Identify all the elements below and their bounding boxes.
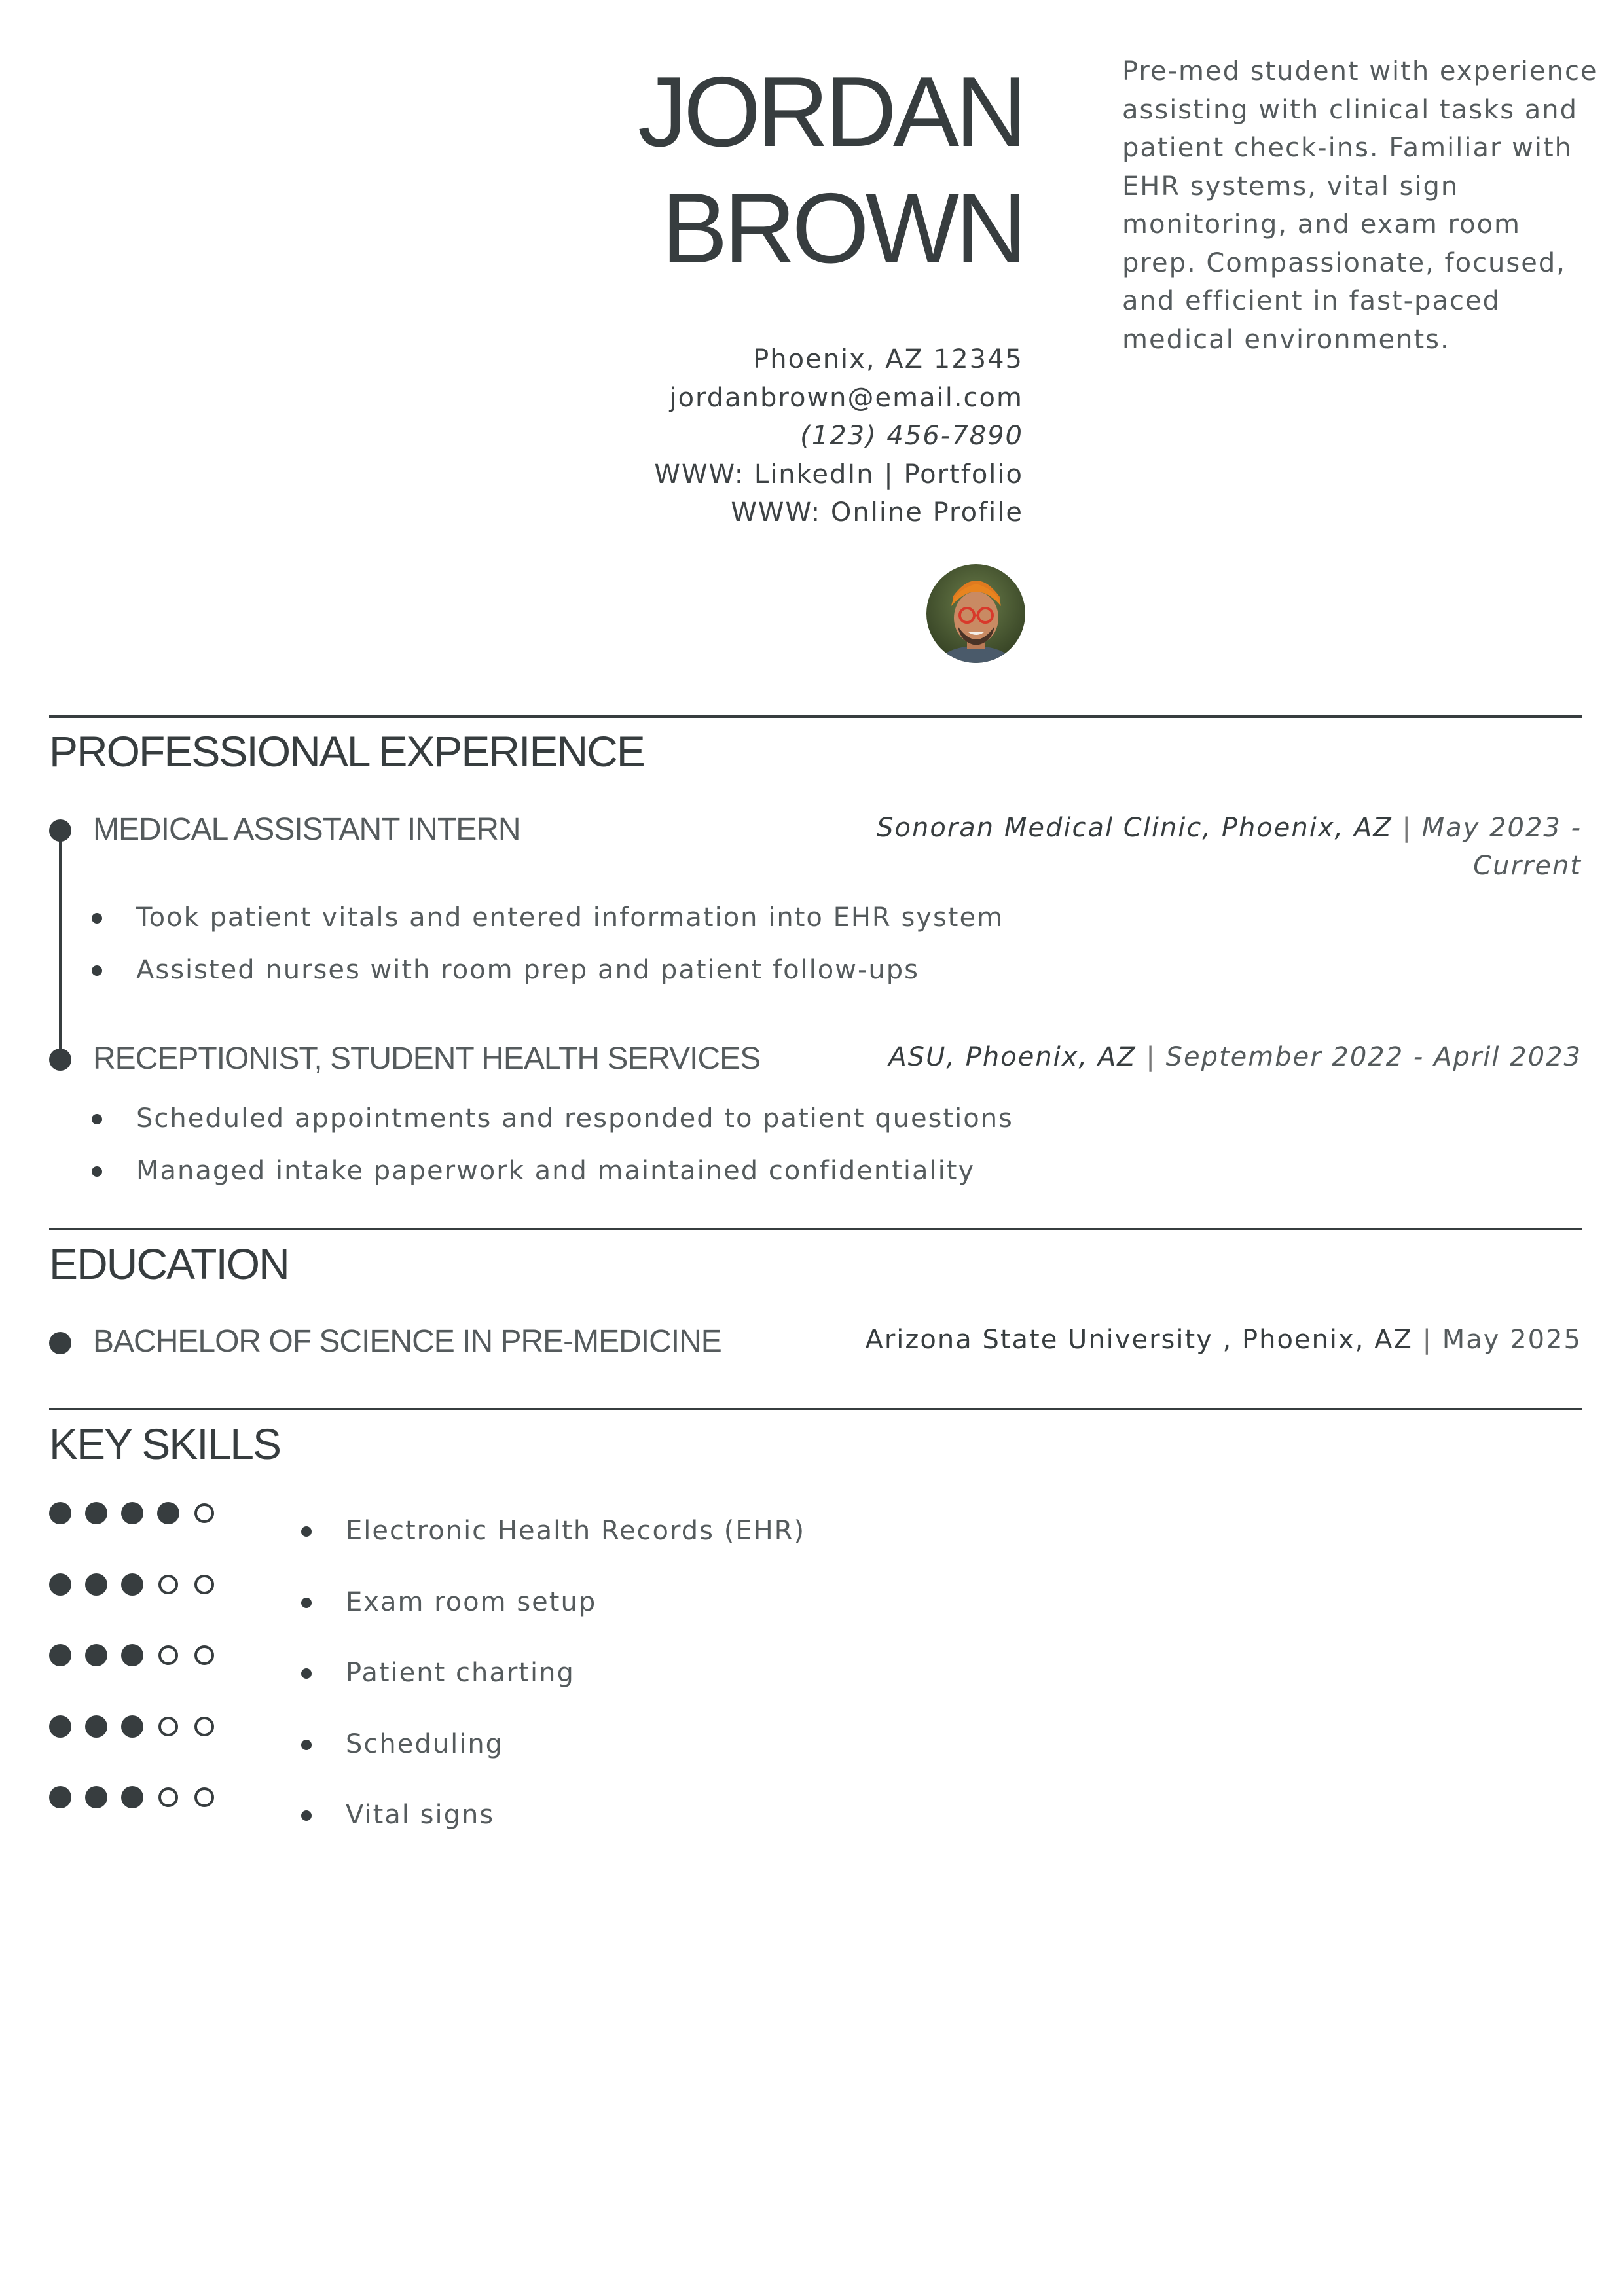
rating-dot-filled	[121, 1573, 143, 1596]
rating-dot-empty	[158, 1645, 178, 1665]
skill-item: Electronic Health Records (EHR)	[301, 1512, 805, 1583]
skill-item: Exam room setup	[301, 1583, 805, 1655]
summary	[1122, 52, 1598, 359]
section-divider	[49, 715, 1582, 718]
job-bullets	[92, 1100, 1013, 1204]
skill-rating-row	[49, 1502, 229, 1573]
job-dates-continued: Current	[1473, 851, 1582, 881]
skill-ratings	[49, 1502, 229, 1857]
skill-rating-row	[49, 1644, 229, 1715]
email-link[interactable]: jordanbrown@email.com	[669, 382, 1023, 413]
employer: ASU	[888, 1042, 947, 1072]
section-divider	[49, 1228, 1582, 1230]
online-profile-link[interactable]: WWW: Online Profile	[731, 497, 1023, 528]
school: Arizona State University	[865, 1325, 1213, 1355]
linkedin-portfolio-links[interactable]: WWW: LinkedIn | Portfolio	[654, 459, 1023, 490]
rating-dot-filled	[49, 1644, 71, 1666]
summary-line: and efficient in fast-paced	[1122, 286, 1501, 316]
summary-line: Pre-med student with experience	[1122, 56, 1598, 86]
rating-dot-filled	[157, 1502, 179, 1524]
employer-location: , Phoenix, AZ	[946, 1042, 1137, 1072]
rating-dot-empty	[194, 1503, 214, 1523]
skill-rating-row	[49, 1786, 229, 1857]
meta-separator: |	[1422, 1325, 1433, 1355]
contact-block	[654, 340, 1023, 532]
summary-line: assisting with clinical tasks and	[1122, 94, 1578, 125]
rating-dot-filled	[85, 1786, 107, 1808]
rating-dot-filled	[121, 1644, 143, 1666]
list-item: Took patient vitals and entered information into EHR system	[92, 899, 1004, 951]
rating-dot-filled	[49, 1786, 71, 1808]
timeline-line	[59, 831, 62, 1060]
rating-dot-filled	[85, 1644, 107, 1666]
rating-dot-filled	[49, 1715, 71, 1738]
rating-dot-filled	[121, 1786, 143, 1808]
skill-item: Scheduling	[301, 1725, 805, 1797]
skill-rating-row	[49, 1715, 229, 1787]
candidate-name	[638, 54, 1023, 287]
avatar	[926, 564, 1025, 663]
rating-dot-filled	[85, 1715, 107, 1738]
section-title-skills: KEY SKILLS	[49, 1420, 281, 1468]
skill-item: Patient charting	[301, 1654, 805, 1725]
skill-list	[301, 1512, 805, 1867]
address: Phoenix, AZ 12345	[753, 344, 1023, 374]
employer-location: , Phoenix, AZ	[1202, 813, 1393, 843]
rating-dot-filled	[121, 1715, 143, 1738]
summary-line: patient check-ins. Familiar with	[1122, 133, 1573, 163]
job-bullets	[92, 899, 1004, 1003]
phone: (123) 456-7890	[800, 421, 1023, 451]
rating-dot-filled	[121, 1502, 143, 1524]
section-title-education: EDUCATION	[49, 1240, 289, 1288]
employer: Sonoran Medical Clinic	[877, 813, 1203, 843]
job-meta	[888, 1038, 1582, 1076]
summary-line: EHR systems, vital sign	[1122, 171, 1459, 202]
rating-dot-empty	[194, 1787, 214, 1807]
first-name: JORDAN	[638, 56, 1023, 168]
timeline-dot	[49, 1332, 71, 1354]
rating-dot-empty	[158, 1575, 178, 1594]
rating-dot-filled	[85, 1502, 107, 1524]
list-item: Managed intake paperwork and maintained confidentiality	[92, 1152, 1013, 1204]
job-title: MEDICAL ASSISTANT INTERN	[93, 812, 520, 847]
section-title-experience: PROFESSIONAL EXPERIENCE	[49, 727, 644, 776]
summary-line: monitoring, and exam room	[1122, 209, 1522, 240]
meta-separator: |	[1146, 1042, 1156, 1072]
job-dates: September 2022 - April 2023	[1165, 1042, 1582, 1072]
education-meta	[865, 1321, 1582, 1359]
job-meta	[877, 809, 1582, 885]
rating-dot-filled	[49, 1573, 71, 1596]
skill-rating-row	[49, 1573, 229, 1645]
rating-dot-filled	[49, 1502, 71, 1524]
list-item: Scheduled appointments and responded to patient questions	[92, 1100, 1013, 1152]
timeline-dot	[49, 1049, 71, 1071]
skill-item: Vital signs	[301, 1796, 805, 1867]
job-dates: May 2023 -	[1421, 813, 1582, 843]
meta-separator: |	[1402, 813, 1412, 843]
summary-line: prep. Compassionate, focused,	[1122, 247, 1566, 278]
timeline-dot	[49, 819, 71, 842]
rating-dot-empty	[194, 1717, 214, 1736]
summary-line: medical environments.	[1122, 324, 1450, 355]
rating-dot-empty	[194, 1575, 214, 1594]
list-item: Assisted nurses with room prep and patient follow-ups	[92, 951, 1004, 1003]
rating-dot-filled	[85, 1573, 107, 1596]
section-divider	[49, 1408, 1582, 1410]
degree: BACHELOR OF SCIENCE IN PRE-MEDICINE	[93, 1324, 721, 1359]
rating-dot-empty	[158, 1787, 178, 1807]
graduation-date: May 2025	[1442, 1325, 1582, 1355]
rating-dot-empty	[194, 1645, 214, 1665]
rating-dot-empty	[158, 1717, 178, 1736]
last-name: BROWN	[661, 173, 1023, 284]
job-title: RECEPTIONIST, STUDENT HEALTH SERVICES	[93, 1041, 761, 1076]
school-location: , Phoenix, AZ	[1213, 1325, 1413, 1355]
